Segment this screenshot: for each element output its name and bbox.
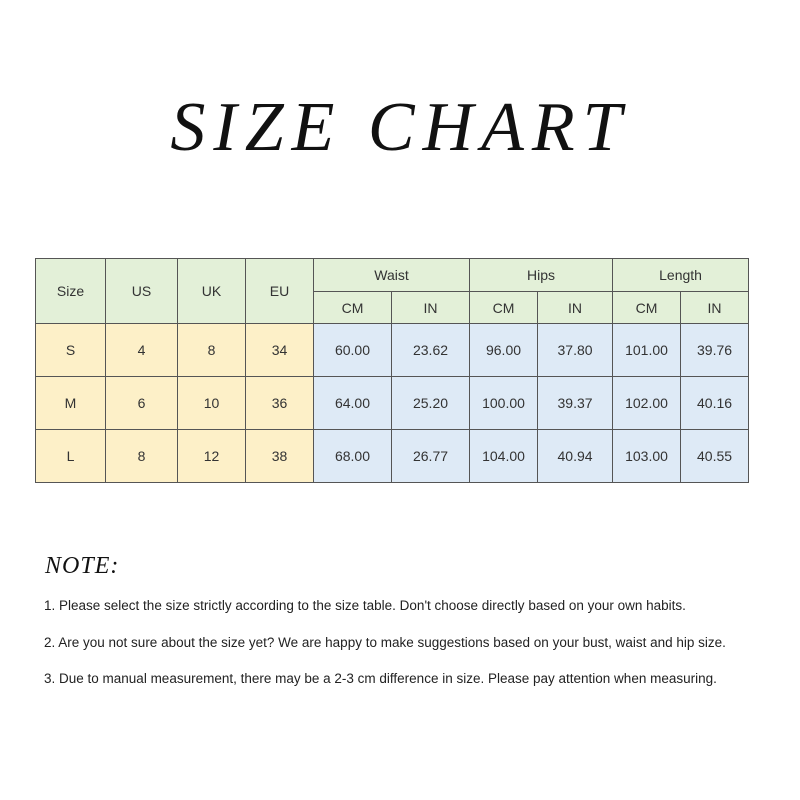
note-item: 2. Are you not sure about the size yet? We are happy to make suggestions based on your bust, waist and hip size. — [44, 635, 726, 650]
header-length: Length — [613, 259, 749, 292]
cell-eu: 36 — [246, 377, 314, 430]
cell-hips-in: 40.94 — [538, 430, 613, 483]
header-row-main — [36, 259, 749, 292]
cell-length-in: 40.55 — [681, 430, 749, 483]
table-row — [36, 324, 749, 377]
header-length-in: IN — [681, 292, 749, 324]
page-title: SIZE CHART — [170, 89, 630, 166]
cell-us: 6 — [106, 377, 178, 430]
cell-waist-in: 26.77 — [392, 430, 470, 483]
note-heading: NOTE: — [45, 553, 120, 579]
table-row — [36, 377, 749, 430]
cell-waist-in: 25.20 — [392, 377, 470, 430]
cell-waist-cm: 68.00 — [314, 430, 392, 483]
cell-size: L — [36, 430, 106, 483]
cell-length-cm: 103.00 — [613, 430, 681, 483]
note-item: 3. Due to manual measurement, there may be a 2-3 cm difference in size. Please pay attention when measuring. — [44, 671, 717, 686]
header-us: US — [106, 259, 178, 324]
header-size: Size — [36, 259, 106, 324]
cell-eu: 38 — [246, 430, 314, 483]
cell-waist-in: 23.62 — [392, 324, 470, 377]
header-waist: Waist — [314, 259, 470, 292]
note-item: 1. Please select the size strictly according to the size table. Don't choose directly based on your own habits. — [44, 598, 686, 613]
size-table — [35, 258, 749, 483]
header-waist-in: IN — [392, 292, 470, 324]
cell-length-in: 39.76 — [681, 324, 749, 377]
cell-length-cm: 101.00 — [613, 324, 681, 377]
cell-size: S — [36, 324, 106, 377]
header-hips-cm: CM — [470, 292, 538, 324]
cell-length-cm: 102.00 — [613, 377, 681, 430]
cell-size: M — [36, 377, 106, 430]
cell-hips-in: 39.37 — [538, 377, 613, 430]
cell-waist-cm: 60.00 — [314, 324, 392, 377]
header-length-cm: CM — [613, 292, 681, 324]
cell-hips-cm: 96.00 — [470, 324, 538, 377]
cell-hips-cm: 100.00 — [470, 377, 538, 430]
cell-uk: 8 — [178, 324, 246, 377]
cell-length-in: 40.16 — [681, 377, 749, 430]
header-uk: UK — [178, 259, 246, 324]
cell-us: 8 — [106, 430, 178, 483]
cell-uk: 10 — [178, 377, 246, 430]
cell-hips-cm: 104.00 — [470, 430, 538, 483]
cell-waist-cm: 64.00 — [314, 377, 392, 430]
cell-uk: 12 — [178, 430, 246, 483]
header-waist-cm: CM — [314, 292, 392, 324]
header-eu: EU — [246, 259, 314, 324]
table-row — [36, 430, 749, 483]
cell-eu: 34 — [246, 324, 314, 377]
cell-hips-in: 37.80 — [538, 324, 613, 377]
header-hips-in: IN — [538, 292, 613, 324]
cell-us: 4 — [106, 324, 178, 377]
header-hips: Hips — [470, 259, 613, 292]
